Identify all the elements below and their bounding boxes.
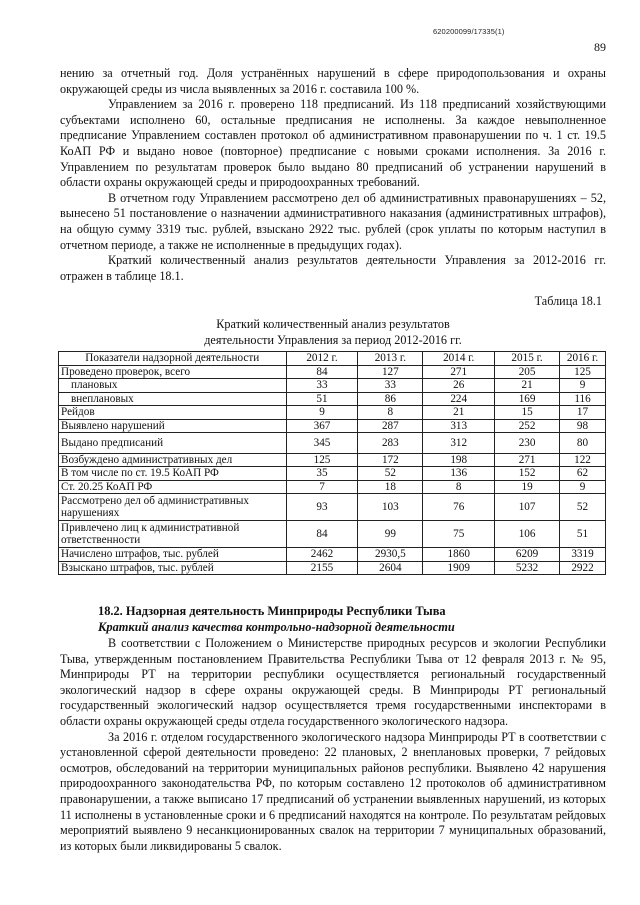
cell: 283 bbox=[358, 433, 423, 454]
table-row bbox=[59, 406, 606, 419]
cell: 2462 bbox=[286, 548, 358, 561]
cell: 51 bbox=[560, 521, 606, 548]
cell: 271 bbox=[423, 366, 495, 379]
row-label: Взыскано штрафов, тыс. рублей bbox=[59, 561, 287, 574]
header-2013: 2013 г. bbox=[358, 352, 423, 366]
cell: 1909 bbox=[423, 561, 495, 574]
cell: 21 bbox=[495, 379, 560, 392]
cell: 2155 bbox=[286, 561, 358, 574]
cell: 84 bbox=[286, 521, 358, 548]
cell: 6209 bbox=[495, 548, 560, 561]
section-subheading: Краткий анализ качества контрольно-надзорной деятельности bbox=[98, 620, 455, 634]
row-label: Рейдов bbox=[59, 406, 287, 419]
cell: 136 bbox=[423, 467, 495, 480]
cell: 125 bbox=[560, 366, 606, 379]
cell: 107 bbox=[495, 494, 560, 521]
cell: 84 bbox=[286, 366, 358, 379]
row-label: Привлечено лиц к административной ответственности bbox=[59, 521, 287, 548]
cell: 17 bbox=[560, 406, 606, 419]
cell: 367 bbox=[286, 419, 358, 432]
cell: 19 bbox=[495, 480, 560, 493]
cell: 51 bbox=[286, 392, 358, 405]
cell: 345 bbox=[286, 433, 358, 454]
cell: 230 bbox=[495, 433, 560, 454]
table-row bbox=[59, 467, 606, 480]
cell: 80 bbox=[560, 433, 606, 454]
intro-paragraph-1: нению за отчетный год. Доля устранённых нарушений в сфере природопользования и охраны окружающей среды из числа выявленных за 2016 г. составила 100 %. bbox=[60, 66, 606, 96]
cell: 5232 bbox=[495, 561, 560, 574]
row-label: плановых bbox=[59, 379, 287, 392]
section-heading: 18.2. Надзорная деятельность Минприроды Республики Тыва bbox=[98, 604, 446, 618]
cell: 21 bbox=[423, 406, 495, 419]
cell: 26 bbox=[423, 379, 495, 392]
row-label: Выявлено нарушений bbox=[59, 419, 287, 432]
cell: 2604 bbox=[358, 561, 423, 574]
table-row bbox=[59, 366, 606, 379]
cell: 252 bbox=[495, 419, 560, 432]
cell: 2922 bbox=[560, 561, 606, 574]
cell: 35 bbox=[286, 467, 358, 480]
cell: 106 bbox=[495, 521, 560, 548]
row-label: Начислено штрафов, тыс. рублей bbox=[59, 548, 287, 561]
header-indicator: Показатели надзорной деятельности bbox=[59, 352, 287, 366]
table-title-line-1: Краткий количественный анализ результатов bbox=[216, 317, 450, 331]
cell: 205 bbox=[495, 366, 560, 379]
header-2012: 2012 г. bbox=[286, 352, 358, 366]
cell: 224 bbox=[423, 392, 495, 405]
cell: 2930,5 bbox=[358, 548, 423, 561]
row-label: Ст. 20.25 КоАП РФ bbox=[59, 480, 287, 493]
cell: 18 bbox=[358, 480, 423, 493]
header-2014: 2014 г. bbox=[423, 352, 495, 366]
intro-paragraph-4: Краткий количественный анализ результатов деятельности Управления за 2012-2016 гг. отражен в таблице 18.1. bbox=[60, 253, 606, 283]
cell: 86 bbox=[358, 392, 423, 405]
row-label: Возбуждено административных дел bbox=[59, 454, 287, 467]
cell: 287 bbox=[358, 419, 423, 432]
cell: 198 bbox=[423, 454, 495, 467]
cell: 313 bbox=[423, 419, 495, 432]
table-row bbox=[59, 548, 606, 561]
section-text bbox=[60, 636, 606, 854]
cell: 169 bbox=[495, 392, 560, 405]
cell: 122 bbox=[560, 454, 606, 467]
row-label: внеплановых bbox=[59, 392, 287, 405]
cell: 98 bbox=[560, 419, 606, 432]
row-label: Рассмотрено дел об административных нарушениях bbox=[59, 494, 287, 521]
table-header-row bbox=[59, 352, 606, 366]
header-2016: 2016 г. bbox=[560, 352, 606, 366]
cell: 33 bbox=[358, 379, 423, 392]
cell: 125 bbox=[286, 454, 358, 467]
table-row bbox=[59, 454, 606, 467]
cell: 52 bbox=[358, 467, 423, 480]
cell: 127 bbox=[358, 366, 423, 379]
table-row bbox=[59, 480, 606, 493]
cell: 7 bbox=[286, 480, 358, 493]
cell: 116 bbox=[560, 392, 606, 405]
document-id: 620200099/17335(1) bbox=[433, 27, 505, 36]
table-row bbox=[59, 419, 606, 432]
table-row bbox=[59, 379, 606, 392]
supervision-table bbox=[58, 351, 606, 575]
cell: 99 bbox=[358, 521, 423, 548]
cell: 172 bbox=[358, 454, 423, 467]
cell: 312 bbox=[423, 433, 495, 454]
table-title-line-2: деятельности Управления за период 2012-2016 гг. bbox=[204, 333, 462, 347]
table-number: Таблица 18.1 bbox=[534, 294, 602, 308]
row-label: Выдано предписаний bbox=[59, 433, 287, 454]
cell: 9 bbox=[560, 379, 606, 392]
table-row bbox=[59, 392, 606, 405]
page-number: 89 bbox=[594, 40, 606, 54]
cell: 15 bbox=[495, 406, 560, 419]
intro-paragraph-2: Управлением за 2016 г. проверено 118 предписаний. Из 118 предписаний хозяйствующими субъектами исполнено 60, остальные предписания не исполнены. За каждое невыполненное предписание Управлением составлен протокол об административном правонарушении по ч. 1 ст. 19.5 КоАП РФ и выдано новое (повторное) предписание с новыми сроками исполнения. За 2016 г. Управлением по результатам проверок было выдано 80 предписаний об устранении нарушений в области охраны окружающей среды и природоохранных требований. bbox=[60, 97, 606, 190]
table-title bbox=[60, 316, 606, 348]
header-2015: 2015 г. bbox=[495, 352, 560, 366]
cell: 8 bbox=[358, 406, 423, 419]
cell: 9 bbox=[560, 480, 606, 493]
cell: 8 bbox=[423, 480, 495, 493]
cell: 152 bbox=[495, 467, 560, 480]
table-row bbox=[59, 521, 606, 548]
cell: 62 bbox=[560, 467, 606, 480]
cell: 76 bbox=[423, 494, 495, 521]
cell: 9 bbox=[286, 406, 358, 419]
cell: 93 bbox=[286, 494, 358, 521]
cell: 3319 bbox=[560, 548, 606, 561]
intro-text bbox=[60, 66, 606, 284]
section-paragraph-2: За 2016 г. отделом государственного экологического надзора Минприроды РТ в соответствии с установленной сферой деятельности проведено: 22 плановых, 2 внеплановых проверки, 7 рейдовых осмотров, обследований на территории муниципальных районов республики. Выявлено 42 нарушения природоохранного законодательства РФ, по которым составлено 12 протоколов об административном правонарушении, а также выписано 17 предписаний об устранении выявленных нарушений, из которых 11 исполнены в установленные сроки и 6 предписаний находятся на контроле. По результатам рейдовых мероприятий выявлено 9 несанкционированных свалок на территории 7 муниципальных образований, из которых были ликвидированы 5 свалок. bbox=[60, 729, 606, 853]
row-label: Проведено проверок, всего bbox=[59, 366, 287, 379]
table-row bbox=[59, 494, 606, 521]
cell: 1860 bbox=[423, 548, 495, 561]
section-paragraph-1: В соответствии с Положением о Министерстве природных ресурсов и экологии Республики Тыва, утвержденным постановлением Правительства Республики Тыва от 12 февраля 2013 г. № 95, Минприроды РТ на территории республики осуществляется региональный государственный экологический надзор в сфере охраны окружающей среды. В Минприроды РТ региональный государственный экологический надзор осуществляется тремя государственными инспекторами в области охраны окружающей среды отдела государственного экологического надзора. bbox=[60, 636, 606, 728]
table-row bbox=[59, 433, 606, 454]
cell: 103 bbox=[358, 494, 423, 521]
cell: 75 bbox=[423, 521, 495, 548]
cell: 33 bbox=[286, 379, 358, 392]
cell: 52 bbox=[560, 494, 606, 521]
row-label: В том числе по ст. 19.5 КоАП РФ bbox=[59, 467, 287, 480]
table-row bbox=[59, 561, 606, 574]
intro-paragraph-3: В отчетном году Управлением рассмотрено дел об административных правонарушениях – 52, вынесено 51 постановление о назначении административного наказания (административных штрафов), на общую сумму 3319 тыс. рублей, взыскано 2922 тыс. рублей (срок уплаты по которым наступил в отчетном периоде, а также не исполненные в предыдущих годах). bbox=[60, 190, 606, 252]
cell: 271 bbox=[495, 454, 560, 467]
